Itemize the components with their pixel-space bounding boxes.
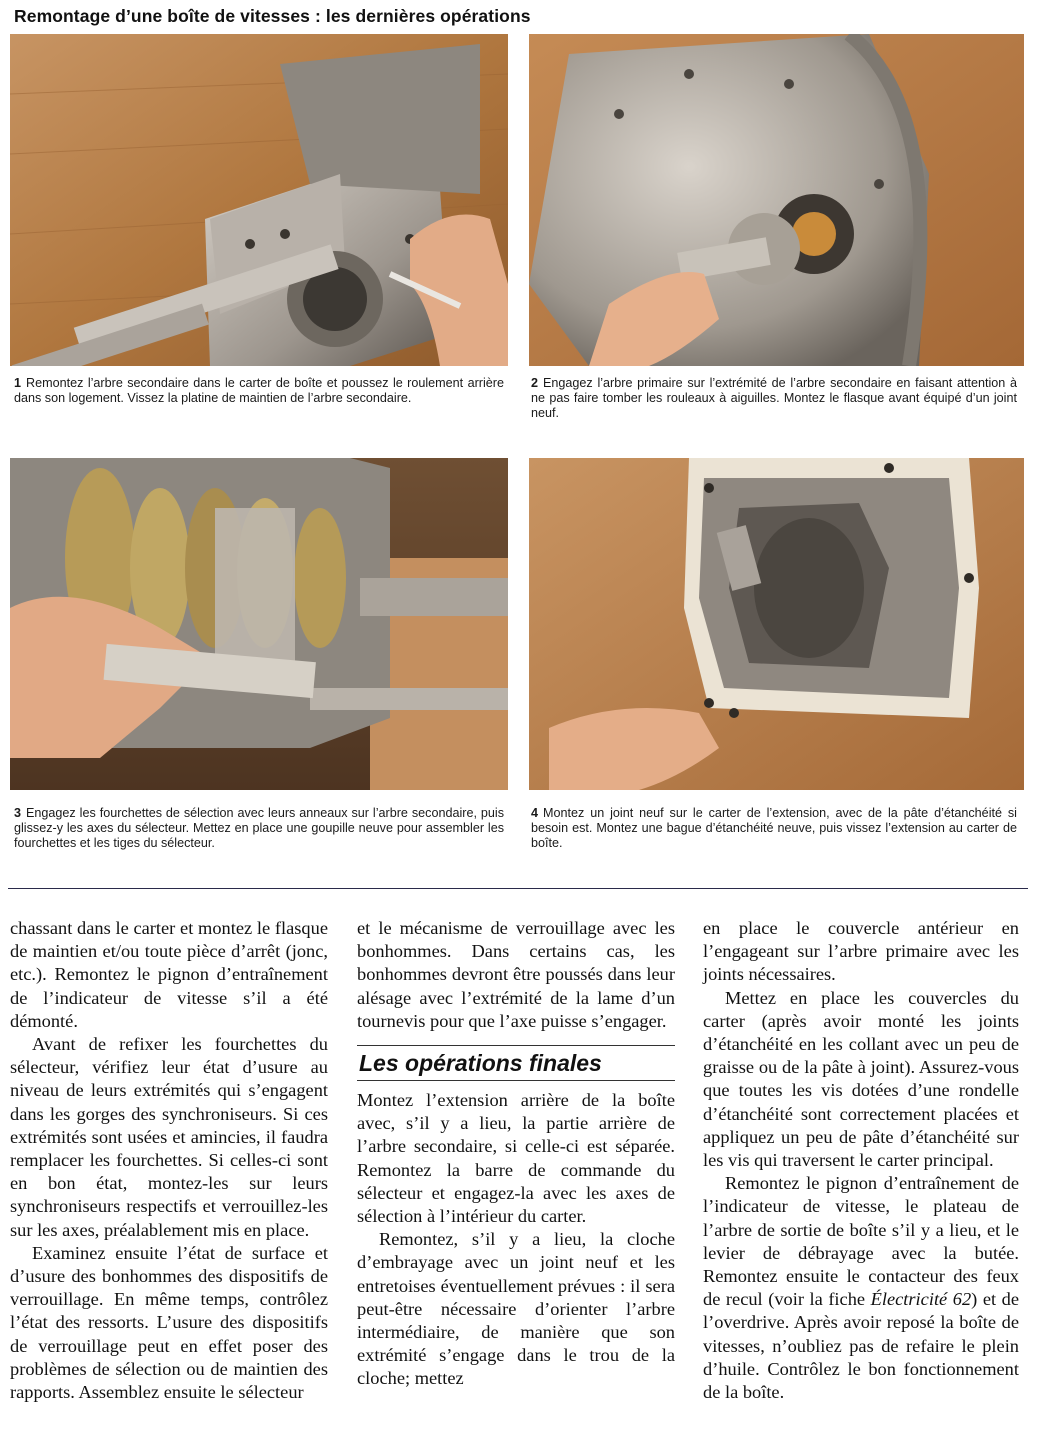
reference-title: Électricité 62 (870, 1289, 972, 1310)
paragraph: Examinez ensuite l’état de surface et d’usure des bonhommes des dispositifs de verrouillage. En même temps, contrôlez l’état des ressorts. L’usure des dispositifs de verrouillage peut en effet poser des problèmes de sélection ou de maintien des rapports. Assemblez ensuite le sélecteur (10, 1242, 328, 1403)
photo-step-4 (529, 458, 1024, 790)
caption-step-2 (531, 376, 1017, 422)
paragraph: chassant dans le carter et montez le flasque de maintien et/ou toute pièce d’arrêt (jonc, etc.). Remontez le pignon d’entraînement de l’indicateur de vitesse s’il a été démonté. (10, 918, 328, 1031)
caption-number: 3 (14, 806, 22, 820)
caption-step-1 (14, 376, 504, 406)
caption-number: 2 (531, 376, 539, 390)
paragraph: Remontez, s’il y a lieu, la cloche d’embrayage avec un joint neuf et les entretoises éventuellement prévues : il sera peut-être nécessaire d’orienter l’arbre intermédiaire, de manière que son extrémité s’engage dans le trou de la cloche; mettez (357, 1229, 675, 1389)
text-column-2 (357, 917, 675, 1391)
caption-text: Montez un joint neuf sur le carter de l’extension, avec de la pâte d’étanchéité si besoin est. Montez une bague d’étanchéité neuve, puis vissez l’extension au carter de boîte. (531, 806, 1017, 851)
text-column-1 (10, 917, 328, 1404)
caption-text: Engagez les fourchettes de sélection avec leurs anneaux sur l’arbre secondaire, puis glissez-y les axes du sélecteur. Mettez en place une goupille neuve pour assembler les fourchettes et les tiges du sélecteur. (14, 806, 504, 851)
gearbox-front-image (529, 34, 1024, 366)
paragraph: Montez l’extension arrière de la boîte avec, s’il y a lieu, la partie arrière de l’arbre secondaire, si celle-ci est séparée. Remontez la barre de commande du sélecteur et engagez-la avec les axes de sélection à l’intérieur du carter. (357, 1090, 675, 1227)
photo-step-3 (10, 458, 508, 790)
paragraph: Avant de refixer les fourchettes du sélecteur, vérifiez leur état d’usure au niveau de leurs extrémités qui s’engagent dans les gorges des synchroniseurs. Si ces extrémités sont usées et amincies, il faudra remplacer les fourchettes. Si celles-ci sont en bon état, montez-les sur leurs synchroniseurs respectifs et verrouillez-les sur les axes, préalablement mis en place. (10, 1034, 328, 1240)
caption-text: Remontez l’arbre secondaire dans le carter de boîte et poussez le roulement arrière dans son logement. Vissez la platine de maintien de l’arbre secondaire. (14, 376, 504, 406)
caption-number: 1 (14, 376, 22, 390)
caption-step-4 (531, 806, 1017, 852)
extension-housing-image (529, 458, 1024, 790)
text-column-3 (703, 917, 1019, 1404)
paragraph-text: ) et de l’overdrive. Après avoir reposé la boîte de vitesses, n’oubliez pas de refaire le plein d’huile. Contrôlez le bon fonctionnement de la boîte. (703, 1289, 1020, 1403)
photo-step-2 (529, 34, 1024, 366)
paragraph-text: Remontez le pignon d’entraînement de l’indicateur de vitesse, le plateau de l’arbre de sortie de boîte s’il y a lieu, et le levier de débrayage avec la butée. Remontez ensuite le contacteur des feux de recul (voir la fiche (703, 1173, 1019, 1310)
section-heading: Les opérations finales (357, 1045, 675, 1081)
gearbox-casing-image (10, 34, 508, 366)
photo-step-1 (10, 34, 508, 366)
paragraph: Mettez en place les couvercles du carter (après avoir monté les joints d’étanchéité en les collant avec un peu de graisse ou de la pâte à joint). Assurez-vous que toutes les vis dotées d’une rondelle d’étanchéité sont correctement placées et appliquez un peu de pâte d’étanchéité sur les vis qui traversent le carter principal. (703, 987, 1019, 1171)
caption-text: Engagez l’arbre primaire sur l’extrémité de l’arbre secondaire en faisant attention à ne pas faire tomber les rouleaux à aiguilles. Montez le flasque avant équipé d’un joint neuf. (531, 376, 1017, 421)
paragraph: et le mécanisme de verrouillage avec les bonhommes. Dans certains cas, les bonhommes devront être poussés dans leur alésage avec l’extrémité de la lame d’un tournevis pour que l’axe puisse s’engager. (357, 918, 675, 1031)
page-title: Remontage d’une boîte de vitesses : les dernières opérations (14, 6, 531, 26)
paragraph (703, 1172, 1019, 1404)
section-divider (8, 888, 1028, 889)
caption-step-3 (14, 806, 504, 852)
gear-cluster-image (10, 458, 508, 790)
caption-number: 4 (531, 806, 539, 820)
paragraph: en place le couvercle antérieur en l’engageant sur l’arbre primaire avec les joints nécessaires. (703, 918, 1019, 985)
